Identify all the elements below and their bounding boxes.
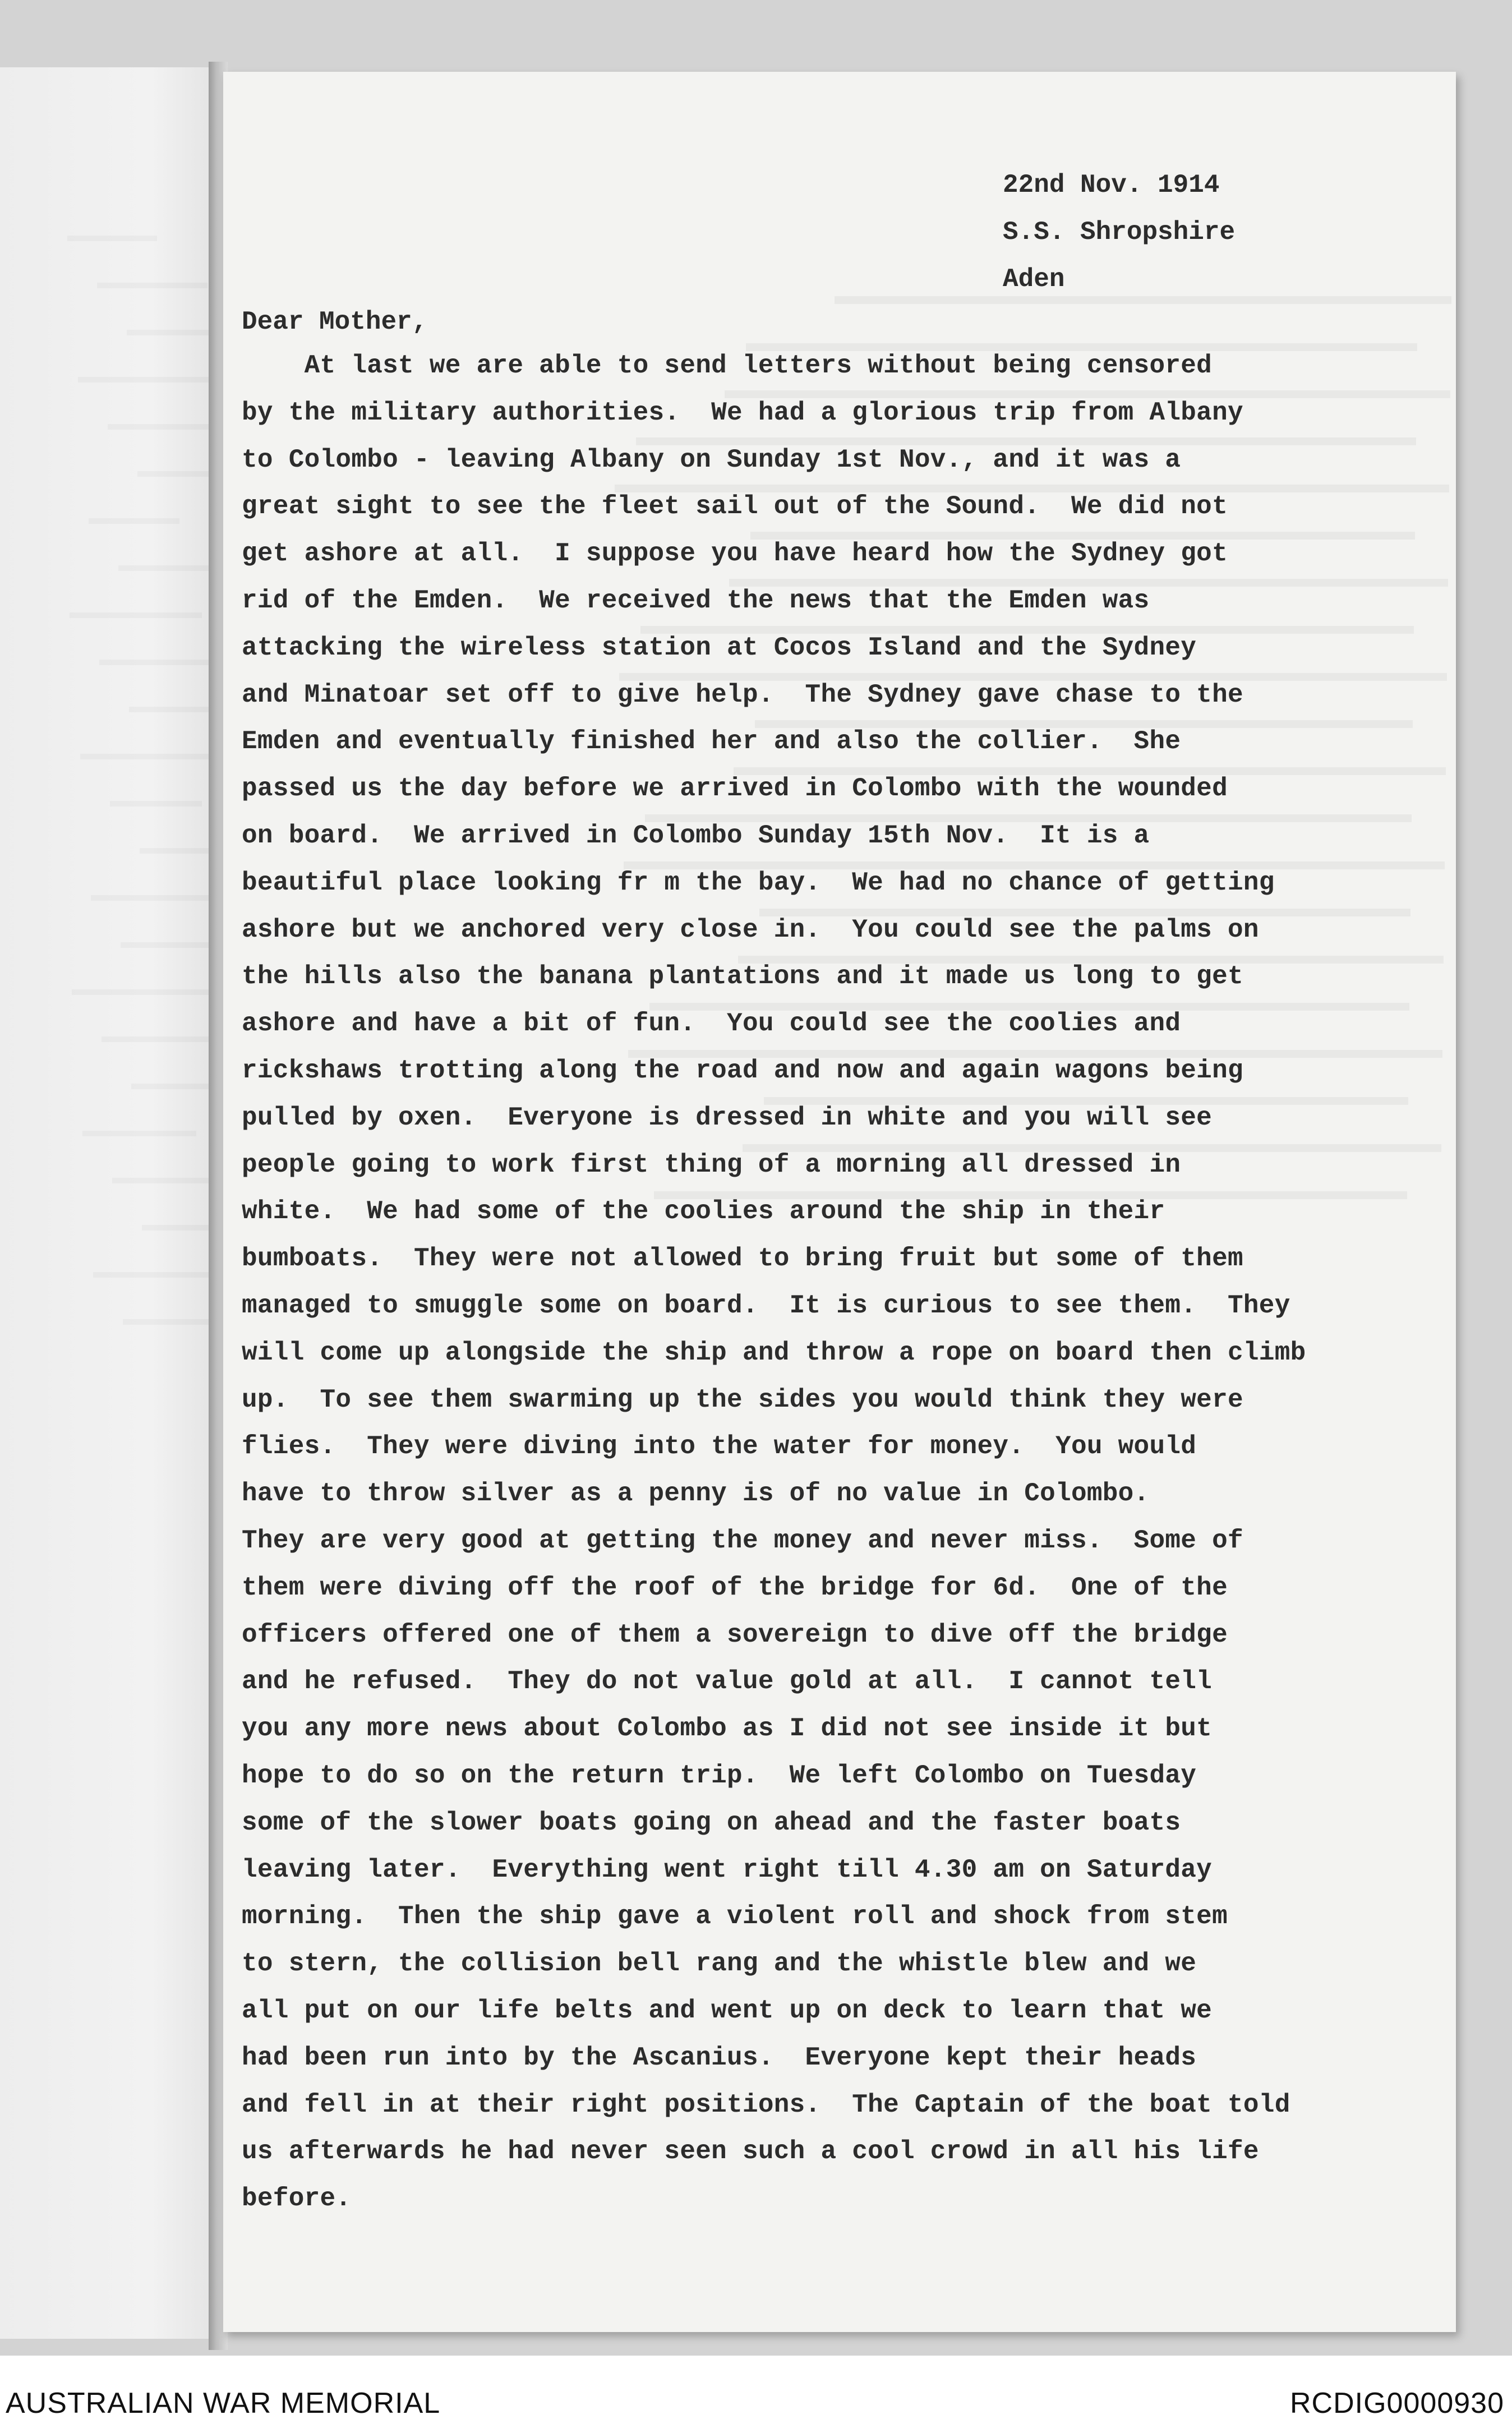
archive-footer <box>0 2356 1512 2433</box>
show-through-line <box>725 390 1450 398</box>
letter-line: some of the slower boats going on ahead and the faster boats <box>242 1808 1181 1837</box>
facing-page-ghost-line <box>67 236 157 241</box>
letter-line: flies. They were diving into the water for money. You would <box>242 1432 1197 1462</box>
facing-page-ghost-line <box>123 1319 216 1325</box>
letter-line: They are very good at getting the money and never miss. Some of <box>242 1526 1243 1555</box>
letter-line: managed to smuggle some on board. It is curious to see them. They <box>242 1291 1290 1320</box>
facing-page-ghost-line <box>108 424 216 430</box>
letter-line: people going to work first thing of a morning all dressed in <box>242 1150 1181 1179</box>
letter-line: had been run into by the Ascanius. Everyone kept their heads <box>242 2043 1197 2072</box>
record-identifier: RCDIG0000930 <box>1290 2387 1504 2420</box>
letter-line: will come up alongside the ship and throw a rope on board then climb <box>242 1338 1306 1367</box>
letter-line: ashore but we anchored very close in. You could see the palms on <box>242 915 1259 944</box>
facing-page-ghost-line <box>93 1272 216 1278</box>
facing-page-ghost-line <box>70 612 202 618</box>
letter-line: officers offered one of them a sovereign to dive off the bridge <box>242 1620 1228 1649</box>
letter-line: to stern, the collision bell rang and the whistle blew and we <box>242 1949 1197 1979</box>
letter-line: all put on our life belts and went up on deck to learn that we <box>242 1996 1213 2025</box>
salutation: Dear Mother, <box>242 307 428 337</box>
facing-page-ghost-line <box>127 330 216 335</box>
letter-line: and Minatoar set off to give help. The Sydney gave chase to the <box>242 680 1243 709</box>
facing-page-ghost-line <box>91 895 216 901</box>
facing-page-ghost-line <box>89 518 179 524</box>
letter-line: and fell in at their right positions. The Captain of the boat told <box>242 2090 1290 2119</box>
letter-line: and he refused. They do not value gold at all. I cannot tell <box>242 1667 1213 1697</box>
letter-line: morning. Then the ship gave a violent roll and shock from stem <box>242 1902 1228 1932</box>
facing-page-ghost-line <box>97 283 208 288</box>
letter-line: up. To see them swarming up the sides you would think they were <box>242 1385 1243 1414</box>
letter-line: have to throw silver as a penny is of no value in Colombo. <box>242 1479 1150 1509</box>
letter-place: Aden <box>1003 265 1065 294</box>
letter-line: leaving later. Everything went right till 4.30 am on Saturday <box>242 1855 1213 1884</box>
facing-page-ghost-line <box>72 989 216 995</box>
facing-page-ghost-line <box>110 801 202 807</box>
letter-line: bumboats. They were not allowed to bring fruit but some of them <box>242 1244 1243 1274</box>
facing-page-ghost-line <box>142 1225 216 1231</box>
facing-page-ghost-line <box>131 1084 216 1089</box>
letter-line: you any more news about Colombo as I did not see inside it but <box>242 1714 1213 1744</box>
letter-line: ashore and have a bit of fun. You could see the coolies and <box>242 1009 1181 1039</box>
letter-line: the hills also the banana plantations and it made us long to get <box>242 962 1243 992</box>
letter-line: rid of the Emden. We received the news that the Emden was <box>242 586 1150 615</box>
show-through-line <box>729 579 1448 587</box>
show-through-line <box>636 437 1416 445</box>
letter-line: get ashore at all. I suppose you have heard how the Sydney got <box>242 539 1228 569</box>
facing-page-ghost-line <box>121 942 216 948</box>
letter-line: attacking the wireless station at Cocos Island and the Sydney <box>242 633 1197 662</box>
letter-header <box>1003 162 1235 303</box>
letter-line: passed us the day before we arrived in Colombo with the wounded <box>242 774 1228 804</box>
letter-page <box>223 72 1456 2332</box>
show-through-line <box>746 343 1417 351</box>
facing-page-ghost-line <box>129 707 216 712</box>
show-through-line <box>615 485 1449 492</box>
letter-line: hope to do so on the return trip. We left Colombo on Tuesday <box>242 1761 1197 1790</box>
facing-page-ghost-line <box>99 660 216 665</box>
show-through-line <box>750 532 1415 540</box>
letter-line: us afterwards he had never seen such a cool crowd in all his life <box>242 2137 1259 2167</box>
letter-line: pulled by oxen. Everyone is dressed in white and you will see <box>242 1103 1213 1132</box>
institution-label: AUSTRALIAN WAR MEMORIAL <box>6 2387 441 2420</box>
facing-page-ghost-line <box>102 1036 216 1042</box>
letter-line: them were diving off the roof of the bridge for 6d. One of the <box>242 1573 1228 1602</box>
letter-line: At last we are able to send letters without being censored <box>242 351 1213 380</box>
facing-page-ghost-line <box>140 848 216 854</box>
letter-line: rickshaws trotting along the road and now and again wagons being <box>242 1056 1243 1085</box>
letter-line: beautiful place looking fr m the bay. We had no chance of getting <box>242 868 1275 897</box>
facing-page-ghost-line <box>112 1178 216 1183</box>
letter-line: to Colombo - leaving Albany on Sunday 1st Nov., and it was a <box>242 445 1181 474</box>
letter-line: white. We had some of the coolies around the ship in their <box>242 1197 1165 1227</box>
facing-page-ghost-line <box>82 1131 196 1136</box>
facing-page-ghost-line <box>137 471 216 477</box>
letter-date: 22nd Nov. 1914 <box>1003 171 1220 200</box>
facing-page-ghost-line <box>78 377 216 383</box>
letter-line: by the military authorities. We had a glorious trip from Albany <box>242 398 1243 427</box>
facing-page-ghost-line <box>80 754 216 759</box>
facing-page <box>0 67 216 2339</box>
letter-line: great sight to see the fleet sail out of the Sound. We did not <box>242 492 1228 522</box>
letter-line: Emden and eventually finished her and also the collier. She <box>242 727 1181 757</box>
ship-name: S.S. Shropshire <box>1003 218 1236 247</box>
facing-page-ghost-line <box>118 565 216 571</box>
letter-line: before. <box>242 2184 352 2214</box>
letter-line: on board. We arrived in Colombo Sunday 15th Nov. It is a <box>242 821 1150 850</box>
